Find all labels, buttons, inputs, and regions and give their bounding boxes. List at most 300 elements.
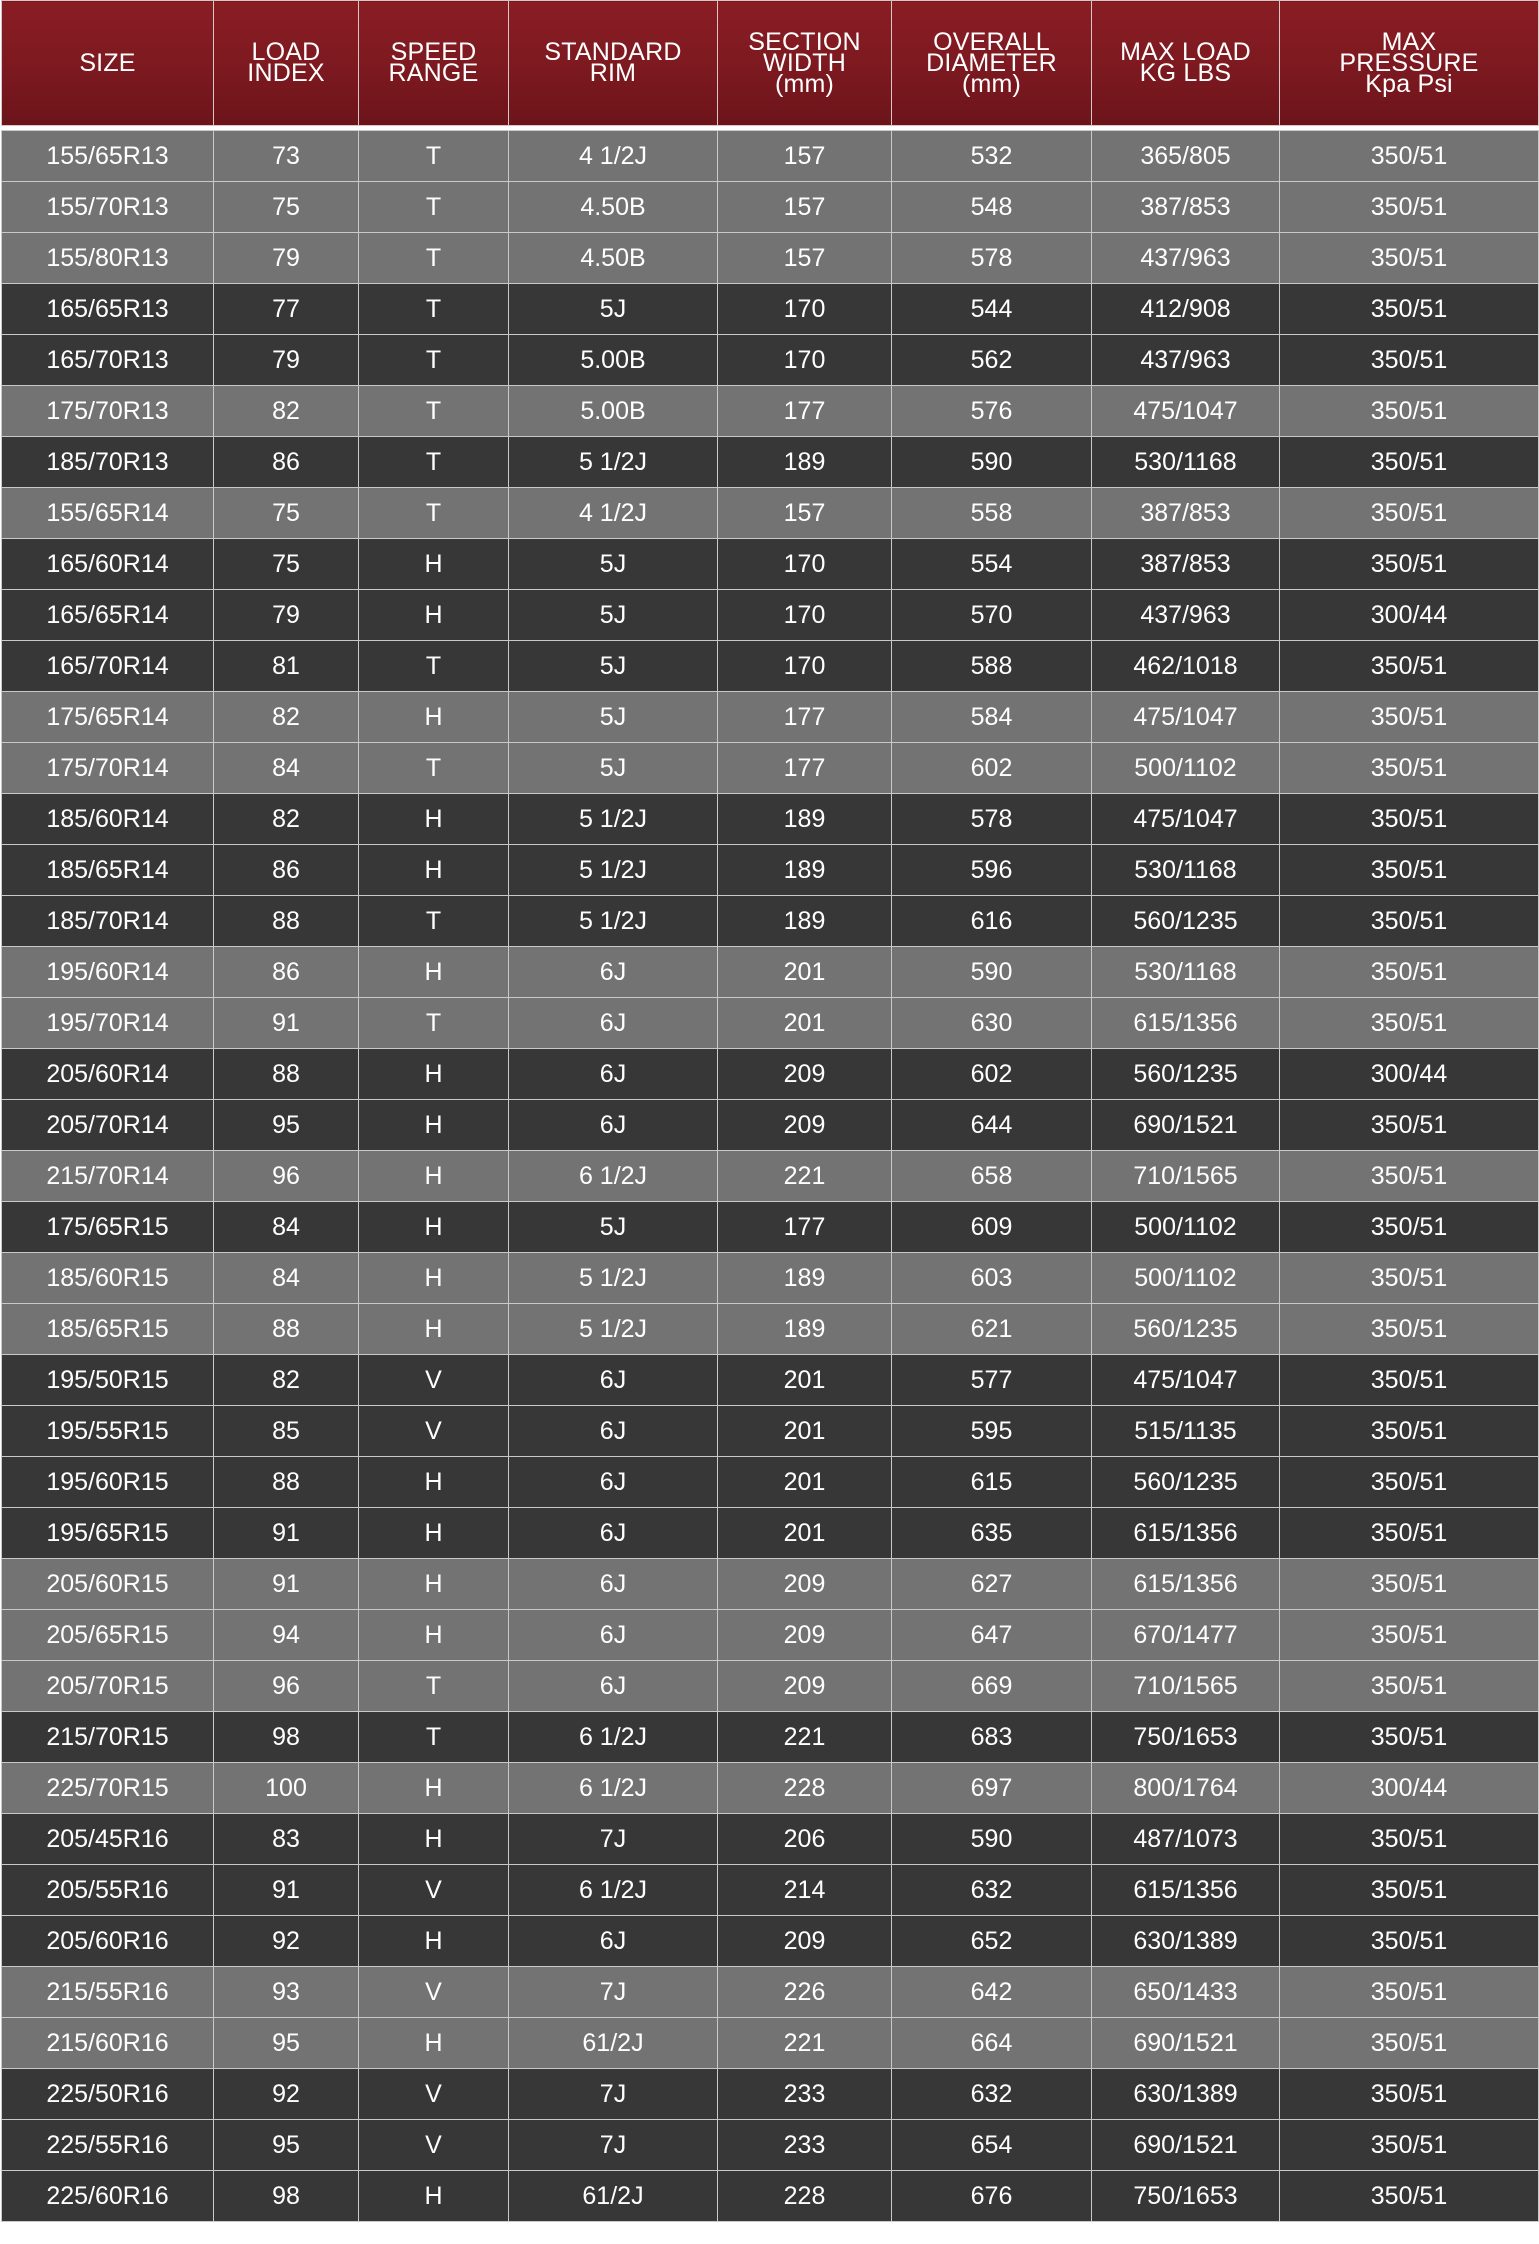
cell-max-load: 800/1764: [1092, 1763, 1280, 1814]
cell-size: 205/70R14: [2, 1100, 214, 1151]
cell-max-load: 530/1168: [1092, 437, 1280, 488]
cell-max-pressure: 350/51: [1280, 2069, 1539, 2120]
cell-section-width: 189: [718, 896, 892, 947]
cell-standard-rim: 6J: [509, 1100, 718, 1151]
table-row: [2, 539, 1539, 590]
cell-overall-diameter: 697: [892, 1763, 1092, 1814]
cell-load-index: 79: [214, 590, 359, 641]
cell-speed-range: T: [359, 386, 509, 437]
cell-size: 215/55R16: [2, 1967, 214, 2018]
cell-standard-rim: 5 1/2J: [509, 794, 718, 845]
cell-load-index: 77: [214, 284, 359, 335]
cell-load-index: 94: [214, 1610, 359, 1661]
table-row: [2, 1661, 1539, 1712]
cell-section-width: 226: [718, 1967, 892, 2018]
table-row: [2, 692, 1539, 743]
cell-section-width: 157: [718, 233, 892, 284]
cell-speed-range: T: [359, 896, 509, 947]
cell-speed-range: H: [359, 1457, 509, 1508]
table-row: [2, 2171, 1539, 2222]
cell-speed-range: V: [359, 1355, 509, 1406]
table-row: [2, 2069, 1539, 2120]
cell-standard-rim: 5.00B: [509, 335, 718, 386]
cell-size: 195/65R15: [2, 1508, 214, 1559]
cell-load-index: 88: [214, 1457, 359, 1508]
cell-size: 165/65R13: [2, 284, 214, 335]
cell-size: 185/65R15: [2, 1304, 214, 1355]
cell-size: 165/60R14: [2, 539, 214, 590]
cell-max-load: 487/1073: [1092, 1814, 1280, 1865]
cell-speed-range: T: [359, 1712, 509, 1763]
cell-load-index: 91: [214, 1559, 359, 1610]
cell-overall-diameter: 630: [892, 998, 1092, 1049]
cell-standard-rim: 6 1/2J: [509, 1712, 718, 1763]
cell-size: 165/65R14: [2, 590, 214, 641]
cell-overall-diameter: 576: [892, 386, 1092, 437]
cell-load-index: 86: [214, 845, 359, 896]
tire-spec-table: [1, 0, 1539, 2222]
table-row: [2, 947, 1539, 998]
cell-speed-range: T: [359, 233, 509, 284]
cell-speed-range: V: [359, 1865, 509, 1916]
cell-section-width: 201: [718, 1406, 892, 1457]
table-row: [2, 590, 1539, 641]
cell-section-width: 189: [718, 1253, 892, 1304]
cell-standard-rim: 6J: [509, 1508, 718, 1559]
cell-max-pressure: 350/51: [1280, 641, 1539, 692]
cell-standard-rim: 5 1/2J: [509, 845, 718, 896]
cell-standard-rim: 6 1/2J: [509, 1763, 718, 1814]
cell-max-pressure: 300/44: [1280, 1763, 1539, 1814]
cell-load-index: 83: [214, 1814, 359, 1865]
cell-load-index: 95: [214, 1100, 359, 1151]
cell-standard-rim: 5 1/2J: [509, 896, 718, 947]
cell-overall-diameter: 570: [892, 590, 1092, 641]
cell-section-width: 170: [718, 335, 892, 386]
table-row: [2, 845, 1539, 896]
cell-standard-rim: 6J: [509, 1916, 718, 1967]
table-row: [2, 1355, 1539, 1406]
cell-section-width: 209: [718, 1610, 892, 1661]
cell-section-width: 177: [718, 743, 892, 794]
cell-load-index: 92: [214, 2069, 359, 2120]
cell-speed-range: H: [359, 2018, 509, 2069]
cell-standard-rim: 61/2J: [509, 2018, 718, 2069]
cell-max-load: 387/853: [1092, 182, 1280, 233]
cell-speed-range: H: [359, 1559, 509, 1610]
cell-standard-rim: 5J: [509, 284, 718, 335]
cell-max-load: 560/1235: [1092, 1049, 1280, 1100]
cell-load-index: 98: [214, 1712, 359, 1763]
cell-speed-range: H: [359, 1049, 509, 1100]
cell-max-pressure: 350/51: [1280, 2018, 1539, 2069]
cell-max-pressure: 350/51: [1280, 182, 1539, 233]
cell-overall-diameter: 632: [892, 2069, 1092, 2120]
cell-section-width: 189: [718, 794, 892, 845]
header-standard-rim: STANDARD RIM: [509, 1, 718, 126]
cell-standard-rim: 6J: [509, 947, 718, 998]
cell-max-load: 615/1356: [1092, 1559, 1280, 1610]
table-row: [2, 1559, 1539, 1610]
cell-max-pressure: 350/51: [1280, 488, 1539, 539]
cell-standard-rim: 5J: [509, 692, 718, 743]
cell-overall-diameter: 562: [892, 335, 1092, 386]
table-row: [2, 998, 1539, 1049]
table-row: [2, 1763, 1539, 1814]
cell-max-pressure: 350/51: [1280, 1967, 1539, 2018]
cell-max-load: 515/1135: [1092, 1406, 1280, 1457]
cell-load-index: 75: [214, 182, 359, 233]
cell-overall-diameter: 652: [892, 1916, 1092, 1967]
cell-max-pressure: 350/51: [1280, 386, 1539, 437]
cell-max-load: 630/1389: [1092, 2069, 1280, 2120]
cell-overall-diameter: 669: [892, 1661, 1092, 1712]
cell-size: 205/70R15: [2, 1661, 214, 1712]
cell-overall-diameter: 621: [892, 1304, 1092, 1355]
cell-max-pressure: 350/51: [1280, 1406, 1539, 1457]
cell-overall-diameter: 578: [892, 794, 1092, 845]
cell-section-width: 209: [718, 1559, 892, 1610]
cell-size: 155/70R13: [2, 182, 214, 233]
cell-speed-range: H: [359, 2171, 509, 2222]
cell-overall-diameter: 544: [892, 284, 1092, 335]
cell-standard-rim: 5J: [509, 641, 718, 692]
cell-max-pressure: 350/51: [1280, 335, 1539, 386]
cell-size: 205/60R14: [2, 1049, 214, 1100]
table-row: [2, 743, 1539, 794]
cell-max-pressure: 350/51: [1280, 1916, 1539, 1967]
cell-section-width: 177: [718, 692, 892, 743]
cell-load-index: 88: [214, 1304, 359, 1355]
cell-speed-range: H: [359, 539, 509, 590]
cell-standard-rim: 6J: [509, 1610, 718, 1661]
cell-size: 165/70R13: [2, 335, 214, 386]
cell-max-load: 615/1356: [1092, 1865, 1280, 1916]
cell-section-width: 189: [718, 1304, 892, 1355]
cell-overall-diameter: 627: [892, 1559, 1092, 1610]
cell-max-pressure: 300/44: [1280, 1049, 1539, 1100]
cell-speed-range: V: [359, 1406, 509, 1457]
cell-overall-diameter: 548: [892, 182, 1092, 233]
table-row: [2, 1967, 1539, 2018]
table-row: [2, 794, 1539, 845]
cell-speed-range: H: [359, 845, 509, 896]
cell-speed-range: H: [359, 1763, 509, 1814]
table-row: [2, 233, 1539, 284]
cell-size: 225/70R15: [2, 1763, 214, 1814]
cell-section-width: 170: [718, 590, 892, 641]
cell-standard-rim: 6J: [509, 998, 718, 1049]
cell-standard-rim: 4.50B: [509, 233, 718, 284]
cell-section-width: 201: [718, 998, 892, 1049]
table-row: [2, 284, 1539, 335]
cell-max-load: 475/1047: [1092, 1355, 1280, 1406]
cell-max-pressure: 350/51: [1280, 794, 1539, 845]
cell-speed-range: H: [359, 1508, 509, 1559]
cell-section-width: 206: [718, 1814, 892, 1865]
cell-max-pressure: 350/51: [1280, 1253, 1539, 1304]
cell-overall-diameter: 590: [892, 947, 1092, 998]
cell-size: 225/55R16: [2, 2120, 214, 2171]
cell-load-index: 93: [214, 1967, 359, 2018]
cell-overall-diameter: 596: [892, 845, 1092, 896]
cell-overall-diameter: 554: [892, 539, 1092, 590]
cell-max-pressure: 350/51: [1280, 233, 1539, 284]
header-speed-range: SPEED RANGE: [359, 1, 509, 126]
table-row: [2, 1406, 1539, 1457]
cell-section-width: 157: [718, 488, 892, 539]
cell-max-load: 560/1235: [1092, 896, 1280, 947]
cell-max-pressure: 350/51: [1280, 998, 1539, 1049]
cell-max-load: 710/1565: [1092, 1661, 1280, 1712]
cell-max-load: 670/1477: [1092, 1610, 1280, 1661]
cell-overall-diameter: 578: [892, 233, 1092, 284]
cell-standard-rim: 7J: [509, 2120, 718, 2171]
cell-load-index: 82: [214, 794, 359, 845]
table-row: [2, 1304, 1539, 1355]
cell-max-pressure: 350/51: [1280, 1151, 1539, 1202]
cell-overall-diameter: 590: [892, 437, 1092, 488]
cell-overall-diameter: 595: [892, 1406, 1092, 1457]
cell-max-load: 530/1168: [1092, 947, 1280, 998]
cell-max-load: 387/853: [1092, 488, 1280, 539]
table-row: [2, 131, 1539, 182]
cell-standard-rim: 7J: [509, 1814, 718, 1865]
cell-load-index: 86: [214, 947, 359, 998]
cell-standard-rim: 61/2J: [509, 2171, 718, 2222]
cell-overall-diameter: 532: [892, 131, 1092, 182]
cell-size: 155/65R13: [2, 131, 214, 182]
cell-overall-diameter: 602: [892, 743, 1092, 794]
cell-overall-diameter: 658: [892, 1151, 1092, 1202]
cell-size: 195/60R14: [2, 947, 214, 998]
cell-speed-range: H: [359, 692, 509, 743]
cell-size: 215/70R15: [2, 1712, 214, 1763]
cell-speed-range: H: [359, 590, 509, 641]
cell-speed-range: T: [359, 182, 509, 233]
table-row: [2, 386, 1539, 437]
cell-overall-diameter: 644: [892, 1100, 1092, 1151]
cell-max-load: 750/1653: [1092, 1712, 1280, 1763]
cell-max-pressure: 350/51: [1280, 1865, 1539, 1916]
cell-standard-rim: 6J: [509, 1559, 718, 1610]
cell-speed-range: T: [359, 1661, 509, 1712]
cell-load-index: 81: [214, 641, 359, 692]
cell-standard-rim: 7J: [509, 1967, 718, 2018]
cell-max-pressure: 350/51: [1280, 845, 1539, 896]
cell-max-load: 475/1047: [1092, 386, 1280, 437]
cell-load-index: 96: [214, 1151, 359, 1202]
cell-size: 185/60R15: [2, 1253, 214, 1304]
cell-speed-range: H: [359, 1100, 509, 1151]
cell-overall-diameter: 588: [892, 641, 1092, 692]
cell-max-load: 475/1047: [1092, 692, 1280, 743]
header-overall-diameter: OVERALL DIAMETER (mm): [892, 1, 1092, 126]
cell-overall-diameter: 602: [892, 1049, 1092, 1100]
cell-speed-range: V: [359, 2069, 509, 2120]
cell-speed-range: H: [359, 1202, 509, 1253]
cell-speed-range: H: [359, 947, 509, 998]
cell-overall-diameter: 615: [892, 1457, 1092, 1508]
cell-max-load: 500/1102: [1092, 1202, 1280, 1253]
table-body: [2, 131, 1539, 2222]
header-max-pressure: MAX PRESSURE Kpa Psi: [1280, 1, 1539, 126]
cell-max-pressure: 350/51: [1280, 539, 1539, 590]
table-row: [2, 641, 1539, 692]
cell-load-index: 75: [214, 539, 359, 590]
cell-size: 165/70R14: [2, 641, 214, 692]
table-row: [2, 335, 1539, 386]
cell-overall-diameter: 642: [892, 1967, 1092, 2018]
cell-max-pressure: 350/51: [1280, 1202, 1539, 1253]
cell-size: 185/65R14: [2, 845, 214, 896]
cell-section-width: 201: [718, 1508, 892, 1559]
table-row: [2, 1253, 1539, 1304]
cell-speed-range: H: [359, 1151, 509, 1202]
cell-section-width: 177: [718, 386, 892, 437]
cell-speed-range: T: [359, 335, 509, 386]
cell-max-pressure: 350/51: [1280, 131, 1539, 182]
header-row: [2, 1, 1539, 126]
cell-max-pressure: 350/51: [1280, 437, 1539, 488]
cell-standard-rim: 6 1/2J: [509, 1865, 718, 1916]
cell-section-width: 228: [718, 1763, 892, 1814]
table-row: [2, 1202, 1539, 1253]
cell-max-load: 437/963: [1092, 335, 1280, 386]
cell-max-pressure: 350/51: [1280, 1457, 1539, 1508]
header-max-load: MAX LOAD KG LBS: [1092, 1, 1280, 126]
cell-max-load: 530/1168: [1092, 845, 1280, 896]
cell-section-width: 209: [718, 1661, 892, 1712]
cell-max-pressure: 350/51: [1280, 2171, 1539, 2222]
cell-max-pressure: 350/51: [1280, 1559, 1539, 1610]
cell-load-index: 84: [214, 1253, 359, 1304]
cell-max-load: 750/1653: [1092, 2171, 1280, 2222]
cell-section-width: 170: [718, 539, 892, 590]
cell-overall-diameter: 635: [892, 1508, 1092, 1559]
cell-overall-diameter: 584: [892, 692, 1092, 743]
table-row: [2, 1916, 1539, 1967]
cell-load-index: 85: [214, 1406, 359, 1457]
cell-max-load: 615/1356: [1092, 998, 1280, 1049]
cell-speed-range: V: [359, 2120, 509, 2171]
cell-max-load: 560/1235: [1092, 1457, 1280, 1508]
cell-max-load: 500/1102: [1092, 743, 1280, 794]
cell-max-load: 630/1389: [1092, 1916, 1280, 1967]
cell-load-index: 92: [214, 1916, 359, 1967]
cell-size: 205/65R15: [2, 1610, 214, 1661]
cell-size: 175/70R13: [2, 386, 214, 437]
cell-load-index: 95: [214, 2018, 359, 2069]
cell-standard-rim: 6J: [509, 1355, 718, 1406]
cell-load-index: 88: [214, 896, 359, 947]
cell-load-index: 82: [214, 386, 359, 437]
header-section-width: SECTION WIDTH (mm): [718, 1, 892, 126]
cell-speed-range: H: [359, 1610, 509, 1661]
cell-section-width: 214: [718, 1865, 892, 1916]
cell-overall-diameter: 558: [892, 488, 1092, 539]
cell-load-index: 79: [214, 233, 359, 284]
cell-max-pressure: 350/51: [1280, 1304, 1539, 1355]
cell-section-width: 209: [718, 1049, 892, 1100]
table-row: [2, 1508, 1539, 1559]
cell-speed-range: H: [359, 1253, 509, 1304]
cell-section-width: 170: [718, 641, 892, 692]
cell-max-pressure: 350/51: [1280, 1661, 1539, 1712]
cell-size: 195/60R15: [2, 1457, 214, 1508]
cell-section-width: 170: [718, 284, 892, 335]
cell-overall-diameter: 577: [892, 1355, 1092, 1406]
cell-max-pressure: 350/51: [1280, 284, 1539, 335]
cell-standard-rim: 5J: [509, 1202, 718, 1253]
cell-max-pressure: 350/51: [1280, 692, 1539, 743]
cell-size: 205/55R16: [2, 1865, 214, 1916]
cell-size: 225/50R16: [2, 2069, 214, 2120]
cell-standard-rim: 6J: [509, 1406, 718, 1457]
cell-max-load: 500/1102: [1092, 1253, 1280, 1304]
cell-section-width: 189: [718, 845, 892, 896]
cell-load-index: 91: [214, 998, 359, 1049]
cell-size: 185/70R14: [2, 896, 214, 947]
cell-size: 175/70R14: [2, 743, 214, 794]
cell-section-width: 201: [718, 1457, 892, 1508]
cell-section-width: 209: [718, 1100, 892, 1151]
cell-size: 205/60R16: [2, 1916, 214, 1967]
cell-section-width: 177: [718, 1202, 892, 1253]
cell-size: 155/80R13: [2, 233, 214, 284]
cell-load-index: 88: [214, 1049, 359, 1100]
header-load-index: LOAD INDEX: [214, 1, 359, 126]
cell-max-load: 437/963: [1092, 590, 1280, 641]
cell-size: 195/50R15: [2, 1355, 214, 1406]
cell-max-load: 690/1521: [1092, 1100, 1280, 1151]
cell-overall-diameter: 603: [892, 1253, 1092, 1304]
cell-size: 175/65R14: [2, 692, 214, 743]
cell-max-load: 690/1521: [1092, 2120, 1280, 2171]
cell-section-width: 157: [718, 131, 892, 182]
cell-speed-range: V: [359, 1967, 509, 2018]
cell-load-index: 82: [214, 692, 359, 743]
table-row: [2, 2018, 1539, 2069]
cell-load-index: 75: [214, 488, 359, 539]
cell-speed-range: H: [359, 1814, 509, 1865]
cell-section-width: 157: [718, 182, 892, 233]
table-row: [2, 1151, 1539, 1202]
header-size: SIZE: [2, 1, 214, 126]
cell-section-width: 233: [718, 2120, 892, 2171]
cell-max-load: 437/963: [1092, 233, 1280, 284]
cell-size: 185/60R14: [2, 794, 214, 845]
cell-size: 205/60R15: [2, 1559, 214, 1610]
cell-load-index: 73: [214, 131, 359, 182]
cell-section-width: 209: [718, 1916, 892, 1967]
cell-standard-rim: 5J: [509, 743, 718, 794]
cell-section-width: 189: [718, 437, 892, 488]
cell-max-pressure: 350/51: [1280, 896, 1539, 947]
cell-speed-range: T: [359, 488, 509, 539]
cell-load-index: 79: [214, 335, 359, 386]
cell-size: 205/45R16: [2, 1814, 214, 1865]
cell-size: 185/70R13: [2, 437, 214, 488]
cell-load-index: 84: [214, 1202, 359, 1253]
table-row: [2, 1049, 1539, 1100]
cell-max-pressure: 350/51: [1280, 743, 1539, 794]
cell-standard-rim: 5J: [509, 539, 718, 590]
cell-size: 225/60R16: [2, 2171, 214, 2222]
cell-overall-diameter: 616: [892, 896, 1092, 947]
cell-size: 215/70R14: [2, 1151, 214, 1202]
cell-standard-rim: 5J: [509, 590, 718, 641]
